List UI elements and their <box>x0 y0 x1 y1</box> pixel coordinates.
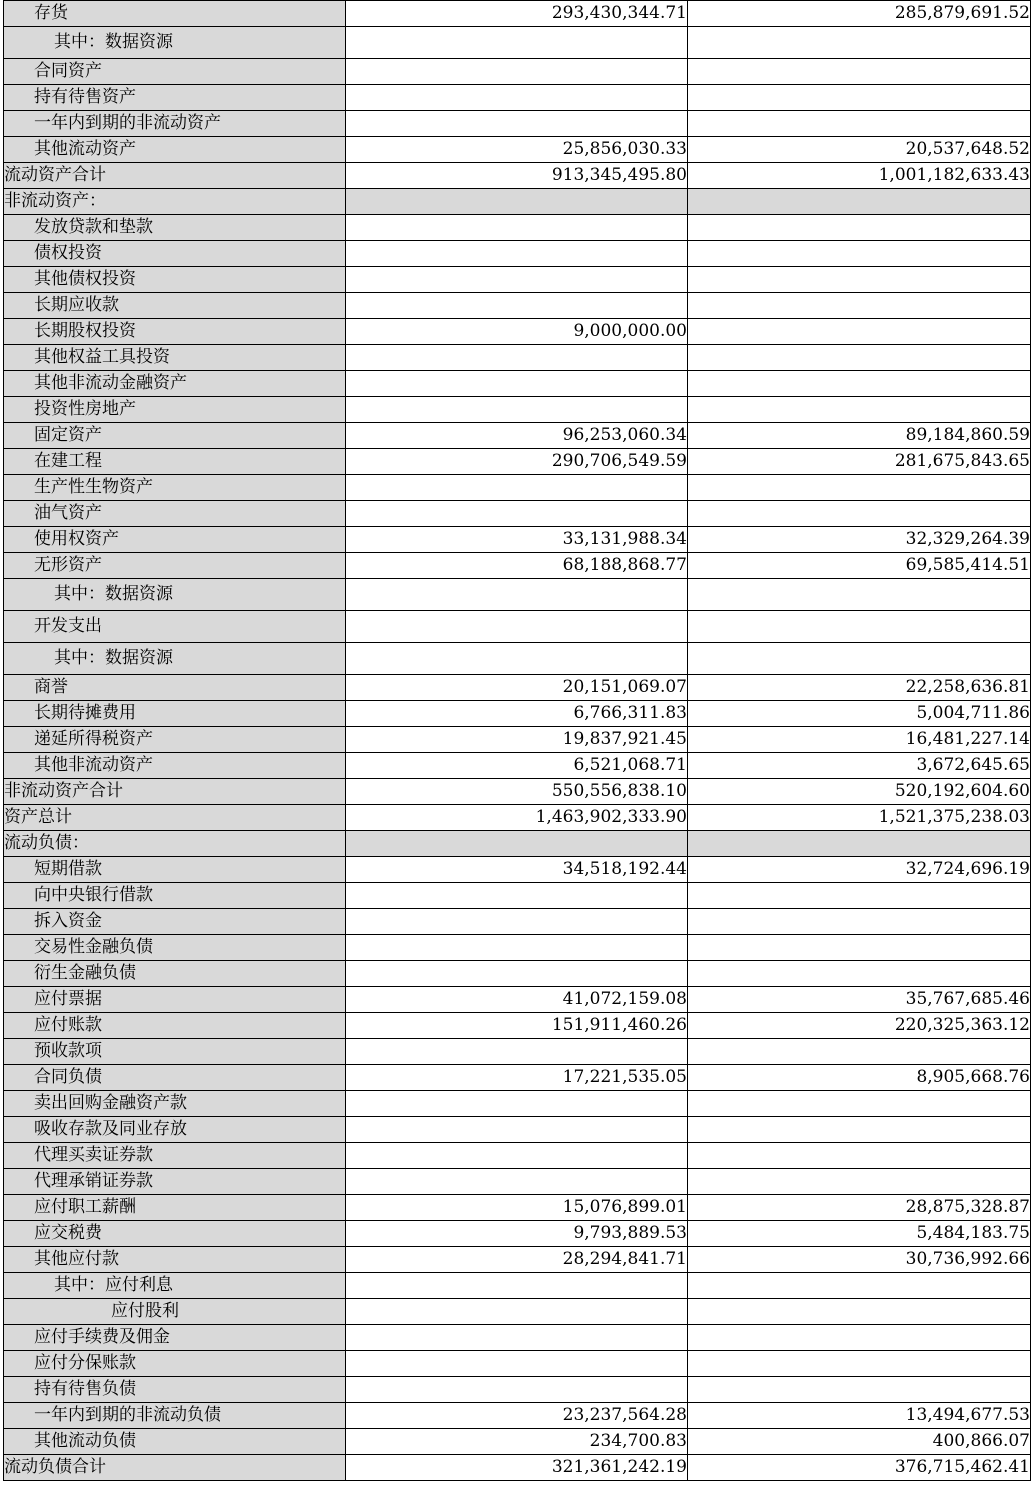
prior-period-value: 220,325,363.12 <box>688 1013 1031 1039</box>
section-header-row <box>4 831 1031 857</box>
prior-period-value <box>688 319 1031 345</box>
prior-period-value <box>688 241 1031 267</box>
table-row <box>4 319 1031 345</box>
table-row <box>4 857 1031 883</box>
row-label: 代理承销证券款 <box>4 1169 346 1195</box>
row-label: 短期借款 <box>4 857 346 883</box>
current-period-value <box>346 1091 688 1117</box>
current-period-value: 6,766,311.83 <box>346 701 688 727</box>
current-period-value: 68,188,868.77 <box>346 553 688 579</box>
table-row <box>4 987 1031 1013</box>
current-period-value <box>346 611 688 643</box>
prior-period-value <box>688 345 1031 371</box>
prior-period-value <box>688 1273 1031 1299</box>
prior-period-value: 285,879,691.52 <box>688 1 1031 27</box>
table-row <box>4 1039 1031 1065</box>
row-label: 衍生金融负债 <box>4 961 346 987</box>
current-period-value: 25,856,030.33 <box>346 137 688 163</box>
row-label: 非流动资产： <box>4 189 346 215</box>
prior-period-value: 69,585,414.51 <box>688 553 1031 579</box>
current-period-value <box>346 267 688 293</box>
row-label: 一年内到期的非流动资产 <box>4 111 346 137</box>
row-label: 合同负债 <box>4 1065 346 1091</box>
table-row <box>4 1013 1031 1039</box>
current-period-value <box>346 1273 688 1299</box>
current-period-value: 913,345,495.80 <box>346 163 688 189</box>
current-period-value <box>346 1169 688 1195</box>
row-label: 无形资产 <box>4 553 346 579</box>
row-label: 发放贷款和垫款 <box>4 215 346 241</box>
row-label: 在建工程 <box>4 449 346 475</box>
table-row <box>4 267 1031 293</box>
current-period-value: 28,294,841.71 <box>346 1247 688 1273</box>
current-period-value <box>346 1117 688 1143</box>
current-period-value <box>346 215 688 241</box>
current-period-value: 33,131,988.34 <box>346 527 688 553</box>
table-row <box>4 611 1031 643</box>
table-row <box>4 1403 1031 1429</box>
current-period-value: 321,361,242.19 <box>346 1455 688 1481</box>
table-row <box>4 1273 1031 1299</box>
current-period-value: 290,706,549.59 <box>346 449 688 475</box>
prior-period-value: 32,329,264.39 <box>688 527 1031 553</box>
row-label: 预收款项 <box>4 1039 346 1065</box>
prior-period-value <box>688 59 1031 85</box>
current-period-value <box>346 189 688 215</box>
row-label: 其他非流动金融资产 <box>4 371 346 397</box>
prior-period-value <box>688 611 1031 643</box>
current-period-value: 41,072,159.08 <box>346 987 688 1013</box>
table-row <box>4 345 1031 371</box>
table-row <box>4 1247 1031 1273</box>
prior-period-value <box>688 267 1031 293</box>
row-label: 存货 <box>4 1 346 27</box>
prior-period-value: 28,875,328.87 <box>688 1195 1031 1221</box>
table-row <box>4 527 1031 553</box>
current-period-value: 151,911,460.26 <box>346 1013 688 1039</box>
row-label: 其中：数据资源 <box>4 27 346 59</box>
table-row <box>4 805 1031 831</box>
table-row <box>4 883 1031 909</box>
prior-period-value: 3,672,645.65 <box>688 753 1031 779</box>
table-row <box>4 1091 1031 1117</box>
current-period-value <box>346 371 688 397</box>
table-row <box>4 909 1031 935</box>
table-row <box>4 59 1031 85</box>
prior-period-value <box>688 883 1031 909</box>
row-label: 其中：数据资源 <box>4 643 346 675</box>
prior-period-value: 520,192,604.60 <box>688 779 1031 805</box>
table-row <box>4 293 1031 319</box>
current-period-value: 19,837,921.45 <box>346 727 688 753</box>
row-label: 开发支出 <box>4 611 346 643</box>
table-row <box>4 1195 1031 1221</box>
prior-period-value <box>688 397 1031 423</box>
table-row <box>4 553 1031 579</box>
prior-period-value <box>688 579 1031 611</box>
table-row <box>4 371 1031 397</box>
prior-period-value: 89,184,860.59 <box>688 423 1031 449</box>
balance-sheet-table <box>3 0 1031 1481</box>
current-period-value: 6,521,068.71 <box>346 753 688 779</box>
prior-period-value <box>688 475 1031 501</box>
prior-period-value: 5,004,711.86 <box>688 701 1031 727</box>
prior-period-value <box>688 909 1031 935</box>
row-label: 应付职工薪酬 <box>4 1195 346 1221</box>
prior-period-value: 8,905,668.76 <box>688 1065 1031 1091</box>
prior-period-value: 22,258,636.81 <box>688 675 1031 701</box>
table-row <box>4 501 1031 527</box>
current-period-value <box>346 579 688 611</box>
prior-period-value <box>688 1351 1031 1377</box>
current-period-value <box>346 1143 688 1169</box>
table-row <box>4 1377 1031 1403</box>
row-label: 应付分保账款 <box>4 1351 346 1377</box>
prior-period-value <box>688 1325 1031 1351</box>
row-label: 应付票据 <box>4 987 346 1013</box>
current-period-value <box>346 85 688 111</box>
current-period-value <box>346 397 688 423</box>
section-header-row <box>4 189 1031 215</box>
row-label: 流动负债： <box>4 831 346 857</box>
table-row <box>4 1325 1031 1351</box>
row-label: 持有待售资产 <box>4 85 346 111</box>
current-period-value: 1,463,902,333.90 <box>346 805 688 831</box>
current-period-value: 9,000,000.00 <box>346 319 688 345</box>
row-label: 其他债权投资 <box>4 267 346 293</box>
current-period-value: 293,430,344.71 <box>346 1 688 27</box>
row-label: 商誉 <box>4 675 346 701</box>
current-period-value <box>346 909 688 935</box>
row-label: 非流动资产合计 <box>4 779 346 805</box>
current-period-value: 234,700.83 <box>346 1429 688 1455</box>
table-row <box>4 579 1031 611</box>
prior-period-value <box>688 371 1031 397</box>
current-period-value: 96,253,060.34 <box>346 423 688 449</box>
prior-period-value: 20,537,648.52 <box>688 137 1031 163</box>
row-label: 应付手续费及佣金 <box>4 1325 346 1351</box>
current-period-value <box>346 1039 688 1065</box>
current-period-value: 550,556,838.10 <box>346 779 688 805</box>
prior-period-value: 5,484,183.75 <box>688 1221 1031 1247</box>
current-period-value: 34,518,192.44 <box>346 857 688 883</box>
prior-period-value <box>688 961 1031 987</box>
row-label: 其他权益工具投资 <box>4 345 346 371</box>
current-period-value <box>346 27 688 59</box>
row-label: 其他流动资产 <box>4 137 346 163</box>
row-label: 其中：数据资源 <box>4 579 346 611</box>
table-row <box>4 1455 1031 1481</box>
table-row <box>4 961 1031 987</box>
table-row <box>4 111 1031 137</box>
prior-period-value: 1,521,375,238.03 <box>688 805 1031 831</box>
table-row <box>4 1299 1031 1325</box>
current-period-value <box>346 1377 688 1403</box>
row-label: 代理买卖证券款 <box>4 1143 346 1169</box>
table-row <box>4 27 1031 59</box>
row-label: 应交税费 <box>4 1221 346 1247</box>
row-label: 生产性生物资产 <box>4 475 346 501</box>
current-period-value <box>346 475 688 501</box>
table-row <box>4 1 1031 27</box>
prior-period-value <box>688 293 1031 319</box>
prior-period-value <box>688 1117 1031 1143</box>
prior-period-value: 400,866.07 <box>688 1429 1031 1455</box>
current-period-value: 9,793,889.53 <box>346 1221 688 1247</box>
row-label: 长期待摊费用 <box>4 701 346 727</box>
prior-period-value: 35,767,685.46 <box>688 987 1031 1013</box>
current-period-value: 23,237,564.28 <box>346 1403 688 1429</box>
row-label: 拆入资金 <box>4 909 346 935</box>
prior-period-value <box>688 1299 1031 1325</box>
row-label: 债权投资 <box>4 241 346 267</box>
current-period-value: 15,076,899.01 <box>346 1195 688 1221</box>
table-row <box>4 85 1031 111</box>
table-row <box>4 753 1031 779</box>
table-row <box>4 1351 1031 1377</box>
prior-period-value: 32,724,696.19 <box>688 857 1031 883</box>
table-row <box>4 779 1031 805</box>
table-row <box>4 643 1031 675</box>
current-period-value: 17,221,535.05 <box>346 1065 688 1091</box>
table-row <box>4 675 1031 701</box>
table-row <box>4 935 1031 961</box>
row-label: 其他非流动资产 <box>4 753 346 779</box>
table-row <box>4 727 1031 753</box>
table-row <box>4 449 1031 475</box>
prior-period-value: 1,001,182,633.43 <box>688 163 1031 189</box>
table-row <box>4 1143 1031 1169</box>
row-label: 投资性房地产 <box>4 397 346 423</box>
row-label: 其中：应付利息 <box>4 1273 346 1299</box>
prior-period-value <box>688 935 1031 961</box>
row-label: 油气资产 <box>4 501 346 527</box>
table-row <box>4 1429 1031 1455</box>
row-label: 持有待售负债 <box>4 1377 346 1403</box>
row-label: 一年内到期的非流动负债 <box>4 1403 346 1429</box>
current-period-value <box>346 831 688 857</box>
current-period-value <box>346 1325 688 1351</box>
current-period-value <box>346 1351 688 1377</box>
row-label: 吸收存款及同业存放 <box>4 1117 346 1143</box>
row-label: 卖出回购金融资产款 <box>4 1091 346 1117</box>
prior-period-value <box>688 831 1031 857</box>
prior-period-value: 16,481,227.14 <box>688 727 1031 753</box>
table-row <box>4 1221 1031 1247</box>
row-label: 使用权资产 <box>4 527 346 553</box>
current-period-value <box>346 883 688 909</box>
current-period-value <box>346 241 688 267</box>
row-label: 其他应付款 <box>4 1247 346 1273</box>
current-period-value <box>346 643 688 675</box>
row-label: 其他流动负债 <box>4 1429 346 1455</box>
table-row <box>4 137 1031 163</box>
current-period-value <box>346 345 688 371</box>
prior-period-value <box>688 215 1031 241</box>
prior-period-value <box>688 1377 1031 1403</box>
prior-period-value <box>688 501 1031 527</box>
row-label: 长期应收款 <box>4 293 346 319</box>
row-label: 流动负债合计 <box>4 1455 346 1481</box>
table-row <box>4 475 1031 501</box>
table-row <box>4 1117 1031 1143</box>
table-row <box>4 1065 1031 1091</box>
row-label: 应付股利 <box>4 1299 346 1325</box>
table-row <box>4 701 1031 727</box>
row-label: 应付账款 <box>4 1013 346 1039</box>
row-label: 长期股权投资 <box>4 319 346 345</box>
prior-period-value <box>688 1169 1031 1195</box>
row-label: 向中央银行借款 <box>4 883 346 909</box>
table-row <box>4 423 1031 449</box>
current-period-value <box>346 935 688 961</box>
prior-period-value <box>688 111 1031 137</box>
table-row <box>4 215 1031 241</box>
prior-period-value <box>688 1143 1031 1169</box>
current-period-value <box>346 501 688 527</box>
balance-sheet-body <box>4 1 1031 1481</box>
prior-period-value: 376,715,462.41 <box>688 1455 1031 1481</box>
current-period-value <box>346 59 688 85</box>
row-label: 合同资产 <box>4 59 346 85</box>
table-row <box>4 1169 1031 1195</box>
prior-period-value <box>688 85 1031 111</box>
current-period-value <box>346 1299 688 1325</box>
table-row <box>4 397 1031 423</box>
row-label: 流动资产合计 <box>4 163 346 189</box>
prior-period-value: 30,736,992.66 <box>688 1247 1031 1273</box>
prior-period-value <box>688 643 1031 675</box>
current-period-value <box>346 961 688 987</box>
row-label: 固定资产 <box>4 423 346 449</box>
current-period-value <box>346 111 688 137</box>
table-row <box>4 163 1031 189</box>
prior-period-value <box>688 1039 1031 1065</box>
row-label: 交易性金融负债 <box>4 935 346 961</box>
prior-period-value <box>688 1091 1031 1117</box>
table-row <box>4 241 1031 267</box>
current-period-value: 20,151,069.07 <box>346 675 688 701</box>
row-label: 资产总计 <box>4 805 346 831</box>
row-label: 递延所得税资产 <box>4 727 346 753</box>
current-period-value <box>346 293 688 319</box>
prior-period-value: 13,494,677.53 <box>688 1403 1031 1429</box>
prior-period-value: 281,675,843.65 <box>688 449 1031 475</box>
prior-period-value <box>688 189 1031 215</box>
prior-period-value <box>688 27 1031 59</box>
